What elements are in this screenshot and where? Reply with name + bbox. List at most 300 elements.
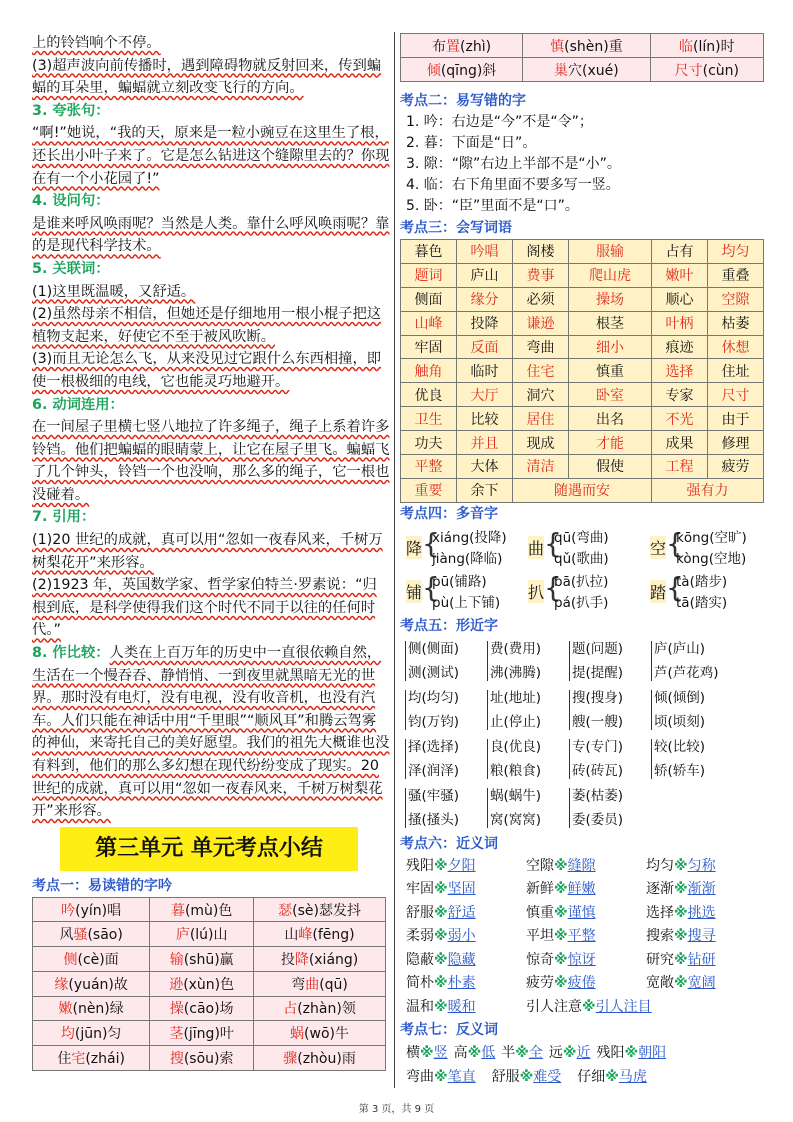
- cell-text: 住: [57, 1050, 72, 1067]
- word-answer: 竖: [433, 1045, 448, 1062]
- cell-text: 场: [219, 1001, 234, 1018]
- polyphone-reading: pù(上下铺): [432, 594, 501, 611]
- brace-icon: [405, 788, 409, 828]
- table-row: [401, 359, 764, 383]
- synonym-pair: [406, 855, 476, 879]
- word-cell: 费事: [512, 263, 568, 287]
- word-cell: 余下: [456, 478, 512, 502]
- synonym-row: [406, 925, 762, 949]
- polyphone-char: 曲: [528, 536, 544, 559]
- similar-char: 钧(万钧): [408, 713, 460, 730]
- mark-icon: ※: [554, 951, 568, 968]
- mark-icon: ※: [434, 951, 448, 968]
- word-cell: 住址: [707, 359, 763, 383]
- similar-char: 址(地址): [490, 689, 542, 706]
- word-cell: 庐山: [456, 263, 512, 287]
- word-answer: 马虎: [618, 1069, 647, 1086]
- word-cell: 住宅: [512, 359, 568, 383]
- brace-icon: [487, 788, 491, 828]
- brace-icon: [569, 739, 573, 779]
- similar-char: 侧(侧面): [408, 640, 460, 657]
- mark-icon: ※: [434, 998, 448, 1015]
- table-cell: [150, 1045, 254, 1070]
- table-cell: [650, 34, 763, 58]
- word-answer: 朝阳: [638, 1045, 667, 1062]
- similar-char: 搔(搔头): [408, 811, 460, 828]
- word-cell: 细小: [568, 335, 651, 359]
- word-cell: 均匀: [707, 240, 763, 264]
- kp-heading: 考点七：反义词: [400, 1022, 498, 1039]
- word-cell: 居住: [512, 407, 568, 431]
- text-para: (1)20 世纪的成就，真可以用“忽如一夜春风来，千树万树梨花开”来形容。: [32, 532, 383, 571]
- cell-red: 逊: [169, 976, 184, 993]
- table-cell: [33, 971, 150, 996]
- brace-icon: {: [666, 526, 684, 560]
- word-cell: 大体: [456, 455, 512, 479]
- brace-icon: {: [422, 526, 440, 560]
- word-cell: 重叠: [707, 263, 763, 287]
- table-cell: [401, 58, 523, 82]
- synonym-pair: [646, 949, 716, 973]
- antonyms-box: [400, 1041, 762, 1089]
- word-cell: 平整: [401, 455, 457, 479]
- table-row: [33, 922, 386, 947]
- synonym-row: [406, 855, 762, 879]
- mark-icon: ※: [434, 857, 448, 874]
- list-item: 5. 卧：“臣”里面不是“口”。: [406, 198, 579, 214]
- word-cell: 谦逊: [512, 311, 568, 335]
- word-cell: 工程: [651, 455, 707, 479]
- word-cell: 占有: [651, 240, 707, 264]
- table-row: [401, 58, 764, 82]
- cell-red: 降: [294, 952, 309, 968]
- polyphone-reading: pū(铺路): [432, 573, 487, 590]
- cell-text: 牛: [335, 1026, 349, 1043]
- word-answer: 隐藏: [447, 951, 476, 968]
- mark-icon: ※: [434, 928, 448, 945]
- word: 柔弱: [406, 928, 434, 945]
- similar-char: 均(均匀): [408, 689, 460, 706]
- table-cell: [33, 1045, 150, 1070]
- word: 搜索: [646, 928, 674, 945]
- cell-red: 搜: [169, 1050, 184, 1067]
- text-para: [32, 642, 390, 823]
- cell-text: 索: [219, 1050, 234, 1067]
- similar-char: 砖(砖瓦): [572, 762, 624, 779]
- cell-pinyin: (zhì): [460, 38, 492, 55]
- polyphone-item: [650, 569, 768, 611]
- word-cell: 枯萎: [707, 311, 763, 335]
- word: 空隙: [526, 857, 554, 874]
- similar-char: 骚(牢骚): [408, 787, 460, 804]
- table-row: [33, 996, 386, 1021]
- table-row: [401, 240, 764, 264]
- word-cell: 卧室: [568, 383, 651, 407]
- section-heading: 8. 作比较：: [32, 645, 110, 662]
- table-cell: [150, 897, 254, 922]
- similar-char: 倾(倾倒): [654, 689, 706, 706]
- similar-char: 择(选择): [408, 738, 460, 755]
- word-cell: 尺寸: [707, 383, 763, 407]
- word-answer: 夕阳: [447, 857, 476, 874]
- table-row: [401, 311, 764, 335]
- cell-red: 尺寸: [674, 62, 703, 79]
- polyphone-char: 空: [650, 536, 666, 559]
- kp-heading: 考点四：多音字: [400, 505, 498, 522]
- brace-icon: {: [666, 570, 684, 604]
- antonym-pair: [549, 1045, 591, 1061]
- word: 残阳: [406, 857, 434, 874]
- word-cell: 服输: [568, 240, 651, 264]
- cell-pinyin: (zhòu): [297, 1050, 342, 1067]
- antonym-pair: [406, 1069, 476, 1085]
- mark-icon: ※: [674, 857, 688, 874]
- polyphone-char: 铺: [406, 580, 422, 603]
- cell-pinyin: (fēng): [312, 927, 355, 944]
- word-answer: 舒适: [447, 904, 476, 921]
- text-para: (2)虽然母亲不相信，但她还是仔细地用一根小棍子把这植物支起来，好使它不至于被风吹断。: [32, 306, 382, 345]
- mark-icon: ※: [674, 928, 688, 945]
- word: 高: [453, 1045, 468, 1062]
- unit-banner: 第三单元 单元考点小结: [60, 827, 358, 871]
- text-para: “啊!”她说，“我的天，原来是一粒小豌豆在这里生了根，还长出小叶子来了。它是怎么钻进这个缝隙里去的？你现在有一个小花园了!”: [32, 125, 390, 187]
- cell-red: 侧: [63, 952, 78, 968]
- cell-pinyin: (qū): [319, 976, 348, 993]
- brace-icon: {: [544, 570, 562, 604]
- cell-text: 重: [608, 38, 623, 55]
- cell-pinyin: (mù): [184, 902, 219, 919]
- mark-icon: ※: [554, 904, 568, 921]
- word: 选择: [646, 904, 674, 921]
- word-cell: 空隙: [707, 287, 763, 311]
- word-cell: 选择: [651, 359, 707, 383]
- word-cell: 由于: [707, 407, 763, 431]
- cell-text: 色: [218, 902, 233, 919]
- similar-char: 蜗(蜗牛): [490, 787, 542, 804]
- similar-char: 搜(搜身): [572, 689, 624, 706]
- word-answer: 挑选: [687, 904, 716, 921]
- cell-red: 倾: [426, 62, 441, 79]
- kp-heading: 考点一：易读错的字吟: [32, 877, 172, 894]
- cell-red: 输: [169, 952, 184, 968]
- similar-char: 专(专门): [572, 738, 624, 755]
- section-heading: 5. 关联词：: [32, 260, 110, 277]
- polyphone-reading: xiáng(投降): [432, 529, 507, 546]
- word: 残阳: [596, 1045, 625, 1062]
- cell-pinyin: 穴(xué): [568, 62, 619, 79]
- word-cell: 缘分: [456, 287, 512, 311]
- mark-icon: ※: [624, 1045, 639, 1062]
- cell-red: 骤: [283, 1050, 298, 1067]
- word-cell: 慎重: [568, 359, 651, 383]
- similar-char: 顷(顷刻): [654, 713, 706, 730]
- table-row: [401, 287, 764, 311]
- table-cell: [150, 947, 254, 972]
- table-cell: [523, 34, 651, 58]
- table-row: [33, 971, 386, 996]
- text-span: 人类在上百万年的历史中一直很依赖自然，生活在一个慢吞吞、静悄悄、一到夜里就黑暗无光的世界。那时没有电灯，没有电视，没有收音机，也没有汽车。人们只能在神话中用“千里眼”“顺风耳”和腾云驾雾的神仙，来寄托自己的美好愿望。我们的祖先大概谁也没有料到，他们的那么多幻想在现代纷纷变成了现实。20 世纪的成就，真可以用“忽如一夜春风来，千树万树梨花开”来形容。: [32, 645, 390, 820]
- word-answer: 搜寻: [687, 928, 716, 945]
- table-row: [401, 335, 764, 359]
- cell-red: 曲: [305, 976, 320, 993]
- cell-pinyin: (cāo): [183, 1001, 220, 1018]
- polyphone-reading: kòng(空地): [676, 550, 747, 567]
- antonym-row: [406, 1065, 762, 1089]
- synonym-row: [406, 878, 762, 902]
- brace-icon: [487, 739, 491, 779]
- cell-text: 叶: [219, 1026, 234, 1043]
- word-cell: 疲劳: [707, 455, 763, 479]
- cell-text: 山: [284, 927, 299, 944]
- synonym-pair: [526, 925, 596, 949]
- cell-red: 慎: [550, 38, 565, 55]
- antonym-row: [406, 1041, 762, 1065]
- similar-char: 提(提醒): [572, 664, 624, 681]
- table-cell: [33, 897, 150, 922]
- similar-char: 题(问题): [572, 640, 624, 657]
- table-cell: [150, 996, 254, 1021]
- word-cell: 根茎: [568, 311, 651, 335]
- antonym-pair: [406, 1045, 448, 1061]
- word-cell: 专家: [651, 383, 707, 407]
- word: 引人注意: [526, 998, 582, 1015]
- polyphone-char: 降: [406, 536, 422, 559]
- similar-char: 测(测试): [408, 664, 460, 681]
- word-cell: 大厅: [456, 383, 512, 407]
- table-cell: [150, 922, 254, 947]
- brace-icon: [651, 739, 655, 779]
- word: 惊奇: [526, 951, 554, 968]
- cell-pinyin: (cùn): [702, 62, 740, 79]
- polyphone-reading: kōng(空旷): [676, 529, 747, 546]
- word-answer: 钻研: [687, 951, 716, 968]
- list-item: 4. 临：右下角里面不要多写一竖。: [406, 177, 620, 193]
- word-cell: 反面: [456, 335, 512, 359]
- brace-icon: [569, 788, 573, 828]
- cell-pinyin: (zhái): [85, 1050, 125, 1067]
- word-cell: 修理: [707, 431, 763, 455]
- word-cell: 休想: [707, 335, 763, 359]
- cell-text: 唱: [107, 902, 122, 919]
- word-cell: 痕迹: [651, 335, 707, 359]
- cell-pinyin: (sōu): [183, 1050, 220, 1067]
- mark-icon: ※: [674, 975, 688, 992]
- brace-icon: [405, 739, 409, 779]
- cell-text: 色: [220, 976, 235, 993]
- word-cell: 操场: [568, 287, 651, 311]
- synonym-pair: [526, 972, 596, 996]
- word-answer: 引人注目: [595, 998, 652, 1015]
- word: 半: [501, 1045, 516, 1062]
- polyphone-item: [406, 569, 524, 611]
- word-cell: 现成: [512, 431, 568, 455]
- cell-red: 操: [169, 1001, 184, 1018]
- cell-text: 故: [113, 976, 128, 993]
- cell-red: 骚: [73, 927, 88, 944]
- word-cell: 嫩叶: [651, 263, 707, 287]
- section-heading: 4. 设问句：: [32, 193, 110, 210]
- table-cell: [150, 1021, 254, 1046]
- table-cell: [650, 58, 763, 82]
- word-cell: 强有力: [651, 478, 763, 502]
- word-answer: 平整: [567, 928, 596, 945]
- mark-icon: ※: [519, 1069, 534, 1086]
- table-row: [401, 407, 764, 431]
- text-para: 在一间屋子里横七竖八地拉了许多绳子，绳子上系着许多铃铛。他们把蝙蝠的眼睛蒙上，让它在屋子里飞。蝙蝠飞了几个钟头，铃铛一个也没响，那么多的绳子，它一根也没碰着。: [32, 419, 390, 503]
- word: 横: [406, 1045, 420, 1062]
- mark-icon: ※: [554, 928, 568, 945]
- section-heading: 6. 动词连用：: [32, 396, 124, 413]
- word-cell: 爬山虎: [568, 263, 651, 287]
- word-cell: 临时: [456, 359, 512, 383]
- word: 隐蔽: [406, 951, 434, 968]
- word: 逐渐: [646, 881, 674, 898]
- word: 温和: [406, 998, 434, 1015]
- synonym-row: [406, 902, 762, 926]
- word-cell: 随遇而安: [512, 478, 651, 502]
- brace-icon: [405, 641, 409, 681]
- mark-icon: ※: [605, 1069, 619, 1086]
- word-cell: 必须: [512, 287, 568, 311]
- word: 平坦: [526, 928, 554, 945]
- cell-red: 峰: [298, 927, 313, 944]
- antonym-pair: [501, 1045, 543, 1061]
- similar-char: 粮(粮食): [490, 762, 542, 779]
- table-row: [401, 263, 764, 287]
- cell-pinyin: (sāo): [87, 927, 123, 944]
- antonym-pair: [577, 1069, 647, 1085]
- similar-char: 泽(润泽): [408, 762, 460, 779]
- table-row: [401, 478, 764, 502]
- synonym-pair: [406, 925, 476, 949]
- synonym-pair: [526, 855, 596, 879]
- cell-pinyin: (lú): [189, 927, 214, 944]
- synonym-row: [406, 996, 762, 1020]
- mark-icon: ※: [582, 998, 596, 1015]
- polyphone-reading: qū(弯曲): [554, 529, 609, 546]
- synonym-pair: [646, 972, 716, 996]
- similar-char: 轿(轿车): [654, 762, 706, 779]
- word-cell: 出名: [568, 407, 651, 431]
- word-cell: 牢固: [401, 335, 457, 359]
- word: 研究: [646, 951, 674, 968]
- section-heading: 7. 引用：: [32, 509, 96, 526]
- word: 疲劳: [526, 975, 554, 992]
- table-cell: [33, 1021, 150, 1046]
- synonym-pair: [646, 902, 716, 926]
- word-answer: 暖和: [447, 998, 476, 1015]
- similar-char: 费(费用): [490, 640, 542, 657]
- brace-icon: [569, 641, 573, 681]
- table-row: [33, 897, 386, 922]
- list-item: 3. 隙：“隙”右边上半部不是“小”。: [406, 156, 621, 172]
- word-answer: 弱小: [447, 928, 476, 945]
- table-cell: [254, 897, 386, 922]
- word-answer: 疲倦: [567, 975, 596, 992]
- word: 牢固: [406, 881, 434, 898]
- brace-icon: [487, 641, 491, 681]
- polyphone-reading: tà(踏步): [676, 573, 728, 590]
- word-answer: 缝隙: [567, 857, 596, 874]
- word-cell: 优良: [401, 383, 457, 407]
- mark-icon: ※: [420, 1045, 434, 1062]
- table-cell: [33, 947, 150, 972]
- cell-red: 临: [679, 38, 694, 55]
- word-cell: 清洁: [512, 455, 568, 479]
- word-table: [400, 239, 764, 503]
- cell-red: 暮: [170, 902, 185, 919]
- synonym-pair: [406, 878, 476, 902]
- brace-icon: [651, 690, 655, 730]
- list-item: 1. 吟：右边是“今”不是“令”；: [406, 114, 593, 130]
- word-answer: 全: [528, 1045, 543, 1062]
- cell-red: 嫩: [58, 1001, 73, 1018]
- word-cell: 投降: [456, 311, 512, 335]
- table-cell: [254, 996, 386, 1021]
- polyphone-char: 踏: [650, 580, 666, 603]
- word-answer: 朴素: [447, 975, 476, 992]
- cell-text: 斜: [482, 62, 497, 79]
- similar-char: 止(停止): [490, 713, 542, 730]
- polyphone-reading: pá(扒手): [554, 594, 609, 611]
- mark-icon: ※: [674, 881, 688, 898]
- word-cell: 重要: [401, 478, 457, 502]
- cell-pinyin: (qīng): [440, 62, 483, 79]
- table-cell: [254, 1045, 386, 1070]
- mark-icon: ※: [674, 951, 688, 968]
- synonym-pair: [526, 949, 596, 973]
- kp-heading: 考点六：近义词: [400, 835, 498, 852]
- cell-pinyin: (sè): [292, 902, 319, 919]
- antonym-pair: [597, 1045, 667, 1061]
- cell-red: 均: [60, 1026, 75, 1043]
- column-divider: [394, 32, 395, 1088]
- synonym-pair: [406, 902, 476, 926]
- kp-heading: 考点三：会写词语: [400, 220, 512, 236]
- text-para: (3)而且无论怎么飞，从来没见过它跟什么东西相撞，即使一根极细的电线，它也能灵巧地避开。: [32, 351, 382, 390]
- synonym-pair: [406, 972, 476, 996]
- cell-red: 置: [446, 38, 461, 55]
- synonym-row: [406, 949, 762, 973]
- synonym-row: [406, 972, 762, 996]
- cell-text: 绿: [109, 1001, 124, 1018]
- table-row: [33, 1045, 386, 1070]
- word-cell: 成果: [651, 431, 707, 455]
- text-para: 是谁来呼风唤雨呢？当然是人类。靠什么呼风唤雨呢？靠的是现代科学技术。: [32, 215, 390, 255]
- antonym-pair: [492, 1069, 562, 1085]
- text-para: (1)这里既温暖，又舒适。: [32, 283, 196, 300]
- polyphone-item: [650, 525, 768, 567]
- polyphone-reading: bā(扒拉): [554, 573, 609, 590]
- cell-red: 巢: [554, 62, 569, 79]
- table-cell: [33, 996, 150, 1021]
- word-answer: 匀称: [687, 857, 716, 874]
- cell-pinyin: (wō): [304, 1026, 335, 1043]
- brace-icon: [569, 690, 573, 730]
- table-cell: [33, 922, 150, 947]
- table-cell: [254, 947, 386, 972]
- brace-icon: [651, 641, 655, 681]
- mark-icon: ※: [434, 881, 448, 898]
- brace-icon: [405, 690, 409, 730]
- polyphone-item: [406, 525, 524, 567]
- cell-red: 蜗: [290, 1026, 305, 1043]
- brace-icon: [487, 690, 491, 730]
- word-cell: 暮色: [401, 240, 457, 264]
- word-cell: 假使: [568, 455, 651, 479]
- word-cell: 吟唱: [456, 240, 512, 264]
- synonym-pair: [646, 925, 716, 949]
